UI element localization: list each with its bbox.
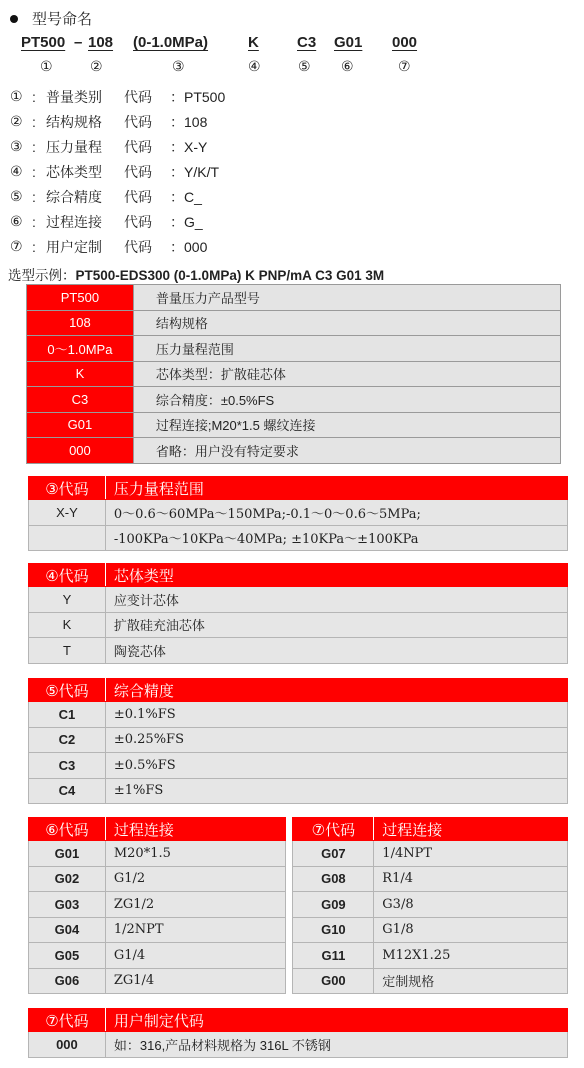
definition-list	[10, 84, 225, 259]
def-code-colon: ：	[170, 213, 184, 230]
header-code: ⑦代码	[29, 1009, 106, 1032]
def-code: 000	[184, 238, 208, 255]
def-code-label: 代码	[124, 113, 152, 130]
row-desc: 应变计芯体	[105, 587, 567, 613]
row-desc: R1/4	[374, 866, 568, 892]
table-row	[27, 438, 561, 464]
example-table	[26, 284, 561, 464]
definition-item	[10, 234, 225, 259]
row-desc: 1/4NPT	[374, 841, 568, 867]
def-name: 压力量程	[46, 138, 102, 155]
table-row	[29, 612, 568, 638]
part-number: ⑦	[398, 58, 411, 74]
accuracy-table	[28, 678, 568, 804]
def-number: ①	[10, 88, 23, 104]
row-desc: 陶瓷芯体	[105, 638, 567, 664]
row-code: Y	[29, 587, 106, 613]
part-number: ⑤	[298, 58, 311, 74]
custom-table	[28, 1008, 568, 1058]
def-code: C_	[184, 188, 202, 205]
row-code: G01	[29, 841, 106, 867]
row-code	[29, 525, 106, 551]
header-title: 过程连接	[105, 818, 285, 841]
row-desc: 定制规格	[374, 968, 568, 994]
def-code: PT500	[184, 88, 226, 105]
table-row	[27, 361, 561, 387]
table-row	[29, 943, 568, 969]
row-desc: ±0.25%FS	[105, 727, 567, 753]
row-desc: -100KPa～10KPa～40MPa; ±10KPa～±100KPa	[105, 525, 567, 551]
row-desc: ±1%FS	[105, 778, 567, 804]
def-code-colon: ：	[170, 113, 184, 130]
table-row	[27, 412, 561, 438]
row-code: T	[29, 638, 106, 664]
row-code: G10	[293, 917, 374, 943]
example-code: 108	[27, 310, 134, 336]
column-gap	[285, 892, 293, 918]
def-colon: :	[32, 163, 36, 180]
table-row	[29, 866, 568, 892]
row-code: 000	[29, 1032, 106, 1058]
example-desc: 综合精度：±0.5%FS	[133, 387, 560, 413]
table-row	[29, 917, 568, 943]
table-header	[29, 477, 568, 500]
range-table	[28, 476, 568, 551]
row-desc: G1/8	[374, 917, 568, 943]
example-desc: 过程连接;M20*1.5 螺纹连接	[133, 412, 560, 438]
example-code: C3	[27, 387, 134, 413]
row-code: G11	[293, 943, 374, 969]
def-code: Y/K/T	[184, 163, 220, 180]
header-code: ④代码	[29, 564, 106, 587]
example-line	[8, 264, 384, 284]
model-part: 000	[392, 34, 418, 51]
table-row	[27, 285, 561, 311]
table-row	[27, 387, 561, 413]
def-code-label: 代码	[124, 88, 152, 105]
def-code-colon: ：	[170, 163, 184, 180]
def-code-colon: ：	[170, 238, 184, 255]
connection-table	[28, 817, 568, 994]
definition-item	[10, 159, 225, 184]
header-title: 压力量程范围	[105, 477, 567, 500]
header-code: ③代码	[29, 477, 106, 500]
example-desc: 省略：用户没有特定要求	[133, 438, 560, 464]
row-code: C3	[29, 753, 106, 779]
part-number: ⑥	[341, 58, 354, 74]
definition-item	[10, 134, 225, 159]
row-desc: ±0.1%FS	[105, 702, 567, 728]
table-header	[29, 679, 568, 702]
header-title: 过程连接	[374, 818, 568, 841]
def-number: ②	[10, 113, 23, 129]
table-row	[29, 727, 568, 753]
row-code: G08	[293, 866, 374, 892]
def-number: ④	[10, 163, 23, 179]
model-code	[0, 34, 584, 56]
definition-item	[10, 209, 225, 234]
header-code: ⑦代码	[293, 818, 374, 841]
definition-item	[10, 109, 225, 134]
part-number: ①	[40, 58, 53, 74]
table-row	[29, 753, 568, 779]
row-code: C1	[29, 702, 106, 728]
def-colon: :	[32, 238, 36, 255]
example-value: PT500-EDS300 (0-1.0MPa) K PNP/mA C3 G01 3M	[75, 268, 385, 283]
model-part: (0-1.0MPa)	[133, 34, 209, 51]
row-code: G00	[293, 968, 374, 994]
table-header	[29, 818, 568, 841]
bullet-icon	[10, 15, 18, 23]
example-label: 选型示例：	[8, 268, 76, 283]
table-row	[29, 587, 568, 613]
def-colon: :	[32, 213, 36, 230]
row-desc: G3/8	[374, 892, 568, 918]
example-code: 000	[27, 438, 134, 464]
table-row	[29, 638, 568, 664]
header-code: ⑥代码	[29, 818, 106, 841]
table-row	[29, 1032, 568, 1058]
header-code: ⑤代码	[29, 679, 106, 702]
def-code-colon: ：	[170, 88, 184, 105]
row-desc: ZG1/2	[105, 892, 285, 918]
row-desc: 0～0.6～60MPa～150MPa;-0.1～0～0.6～5MPa;	[105, 500, 567, 526]
model-part: K	[248, 34, 259, 51]
def-code-label: 代码	[124, 163, 152, 180]
core-table	[28, 563, 568, 664]
model-part: –	[74, 34, 83, 51]
def-code-colon: ：	[170, 188, 184, 205]
heading-text: 型号命名	[32, 11, 93, 28]
column-gap	[285, 866, 293, 892]
def-code: G_	[184, 213, 203, 230]
row-desc: G1/2	[105, 866, 285, 892]
def-code-label: 代码	[124, 138, 152, 155]
header-title: 芯体类型	[105, 564, 567, 587]
column-gap	[285, 841, 293, 867]
def-code-label: 代码	[124, 188, 152, 205]
table-row	[29, 500, 568, 526]
example-code: 0～1.0MPa	[27, 336, 134, 362]
row-code: G06	[29, 968, 106, 994]
table-row	[29, 525, 568, 551]
row-code: K	[29, 612, 106, 638]
row-desc: M20*1.5	[105, 841, 285, 867]
row-desc: ±0.5%FS	[105, 753, 567, 779]
row-code: C4	[29, 778, 106, 804]
def-code-label: 代码	[124, 238, 152, 255]
column-gap	[285, 943, 293, 969]
def-name: 用户定制	[46, 238, 102, 255]
table-header	[29, 564, 568, 587]
column-gap	[285, 968, 293, 994]
table-row	[29, 702, 568, 728]
row-code: X-Y	[29, 500, 106, 526]
table-row	[29, 968, 568, 994]
model-part: C3	[297, 34, 317, 51]
def-number: ⑤	[10, 188, 23, 204]
row-desc: M12X1.25	[374, 943, 568, 969]
example-desc: 普量压力产品型号	[133, 285, 560, 311]
def-code: X-Y	[184, 138, 208, 155]
row-desc: ZG1/4	[105, 968, 285, 994]
row-code: G05	[29, 943, 106, 969]
header-title: 综合精度	[105, 679, 567, 702]
def-number: ⑥	[10, 213, 23, 229]
table-row	[29, 892, 568, 918]
def-name: 结构规格	[46, 113, 102, 130]
table-row	[29, 778, 568, 804]
part-number: ②	[90, 58, 103, 74]
example-desc: 压力量程范围	[133, 336, 560, 362]
row-desc: 扩散硅充油芯体	[105, 612, 567, 638]
def-number: ⑦	[10, 238, 23, 254]
definition-item	[10, 84, 225, 109]
def-name: 普量类别	[46, 88, 102, 105]
header-title: 用户制定代码	[105, 1009, 567, 1032]
row-desc: 1/2NPT	[105, 917, 285, 943]
table-header	[29, 1009, 568, 1032]
table-row	[27, 310, 561, 336]
part-number: ④	[248, 58, 261, 74]
section-heading	[10, 8, 92, 29]
example-code: PT500	[27, 285, 134, 311]
table-row	[29, 841, 568, 867]
example-code: G01	[27, 412, 134, 438]
def-name: 过程连接	[46, 213, 102, 230]
def-colon: :	[32, 138, 36, 155]
table-row	[27, 336, 561, 362]
def-colon: :	[32, 88, 36, 105]
example-desc: 芯体类型：扩散硅芯体	[133, 361, 560, 387]
def-name: 芯体类型	[46, 163, 102, 180]
row-desc: G1/4	[105, 943, 285, 969]
column-gap	[285, 917, 293, 943]
row-desc: 如：316,产品材料规格为 316L 不锈钢	[105, 1032, 567, 1058]
def-code: 108	[184, 113, 208, 130]
def-number: ③	[10, 138, 23, 154]
row-code: G04	[29, 917, 106, 943]
part-number: ③	[172, 58, 185, 74]
example-code: K	[27, 361, 134, 387]
row-code: G02	[29, 866, 106, 892]
column-gap	[285, 818, 293, 841]
def-colon: :	[32, 113, 36, 130]
model-part: G01	[334, 34, 363, 51]
row-code: C2	[29, 727, 106, 753]
def-colon: :	[32, 188, 36, 205]
row-code: G03	[29, 892, 106, 918]
example-desc: 结构规格	[133, 310, 560, 336]
row-code: G09	[293, 892, 374, 918]
model-part: PT500	[21, 34, 66, 51]
def-code-label: 代码	[124, 213, 152, 230]
part-numbers	[0, 58, 584, 76]
def-name: 综合精度	[46, 188, 102, 205]
def-code-colon: ：	[170, 138, 184, 155]
model-part: 108	[88, 34, 114, 51]
definition-item	[10, 184, 225, 209]
row-code: G07	[293, 841, 374, 867]
